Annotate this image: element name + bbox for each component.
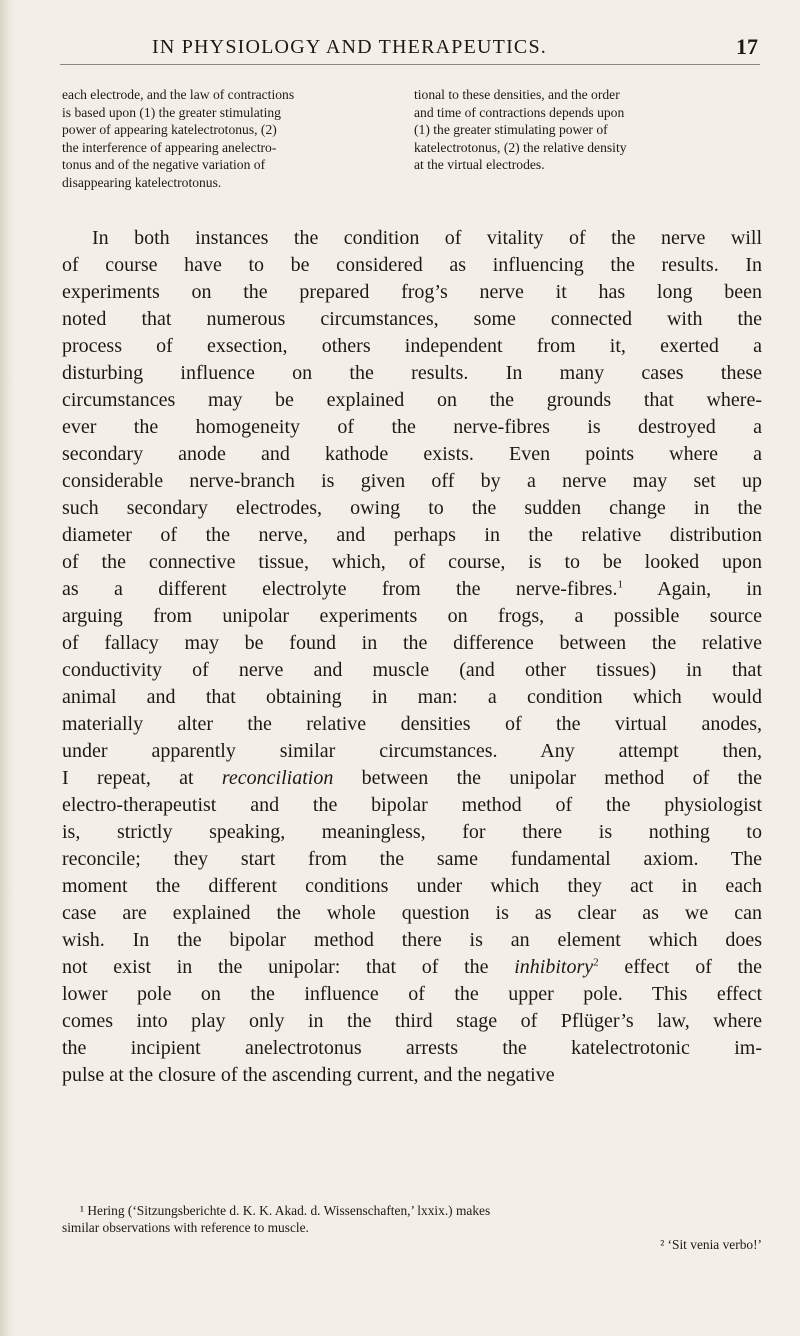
body-line: secondary anode and kathode exists. Even points where a [62,443,762,465]
body-line: electro-therapeutist and the bipolar method of the physiologist [62,794,762,816]
body-line-text: effect of the [598,956,762,978]
running-head [60,34,760,65]
footnote-row [62,1236,762,1253]
footnote-1: ¹ Hering (‘Sitzungsberichte d. K. K. Akad. d. Wissenschaften,’ lxxix.) makes [80,1203,491,1218]
left-column-line: disappearing katelectrotonus. [62,174,222,190]
body-line-text: as a different electrolyte from the nerve-fibres. [62,578,618,600]
left-column-line: the interference of appearing anelectro- [62,139,277,155]
running-title: IN PHYSIOLOGY AND THERAPEUTICS. [152,36,547,58]
body-line: moment the different conditions under which they act in each [62,875,762,897]
emphasis-reconciliation: reconciliation [221,767,334,789]
body-line: disturbing influence on the results. In many cases these [62,362,762,384]
body-line: arguing from unipolar experiments on frogs, a possible source [62,605,762,627]
body-line: of course have to be considered as influencing the results. In [62,254,762,276]
page-number: 17 [736,34,758,59]
left-column [62,86,402,192]
body-paragraph [62,225,762,1089]
binding-shadow [0,0,14,1336]
body-line [62,765,762,792]
body-line: conductivity of nerve and muscle (and other tissues) in that [62,659,762,681]
body-line: under apparently similar circumstances. Any attempt then, [62,740,762,762]
body-line: diameter of the nerve, and perhaps in the relative distribution [62,524,762,546]
body-line [62,954,762,981]
footnote-2: ² ‘Sit venia verbo!’ [660,1237,762,1252]
footnote-row [62,1219,762,1236]
body-line: animal and that obtaining in man: a condition which would [62,686,762,708]
body-line-text: Again, in [622,578,762,600]
right-column-line: tional to these densities, and the order [414,87,620,102]
body-line [62,576,762,603]
right-column-line: and time of contractions depends upon [414,104,625,120]
body-line: ever the homogeneity of the nerve-fibres is destroyed a [62,416,762,438]
two-column-summary [62,86,762,190]
body-line: lower pole on the influence of the upper pole. This effect [62,983,762,1005]
body-line: such secondary electrodes, owing to the sudden change in the [62,497,762,519]
body-line: reconcile; they start from the same fundamental axiom. The [62,848,762,870]
body-line: circumstances may be explained on the grounds that where- [62,389,762,411]
right-column-line: at the virtual electrodes. [414,157,545,173]
footnote-ref-1[interactable]: 1 [617,578,623,591]
body-line: process of exsection, others independent from it, exerted a [62,335,762,357]
body-line: the incipient anelectrotonus arrests the katelectrotonic im- [62,1037,762,1059]
right-column [414,86,766,174]
footnote-ref-2[interactable]: 2 [593,956,599,969]
emphasis-inhibitory: inhibitory [514,956,594,978]
body-line: comes into play only in the third stage of Pflüger’s law, where [62,1010,762,1032]
body-line-text: I repeat, at [62,767,222,789]
right-column-line: katelectrotonus, (2) the relative density [414,139,627,155]
body-line: materially alter the relative densities of the virtual anodes, [62,713,762,735]
left-column-line: power of appearing katelectrotonus, (2) [62,122,277,138]
left-column-line: each electrode, and the law of contractions [62,87,295,102]
left-column-line: is based upon (1) the greater stimulating [62,104,281,120]
body-line-text: between the unipolar method of the [333,767,762,789]
left-column-line: tonus and of the negative variation of [62,157,266,173]
right-column-line: (1) the greater stimulating power of [414,122,608,138]
body-line: considerable nerve-branch is given off by a nerve may set up [62,470,762,492]
body-line: In both instances the condition of vitality of the nerve will [92,227,762,249]
footnotes [62,1202,762,1253]
body-line: case are explained the whole question is as clear as we can [62,902,762,924]
body-line-text: not exist in the unipolar: that of the [62,956,515,978]
body-line: of fallacy may be found in the difference between the relative [62,632,762,654]
body-line: is, strictly speaking, meaningless, for there is nothing to [62,821,762,843]
body-line: pulse at the closure of the ascending current, and the negative [62,1064,555,1086]
body-line: of the connective tissue, which, of course, is to be looked upon [62,551,762,573]
body-line: experiments on the prepared frog’s nerve it has long been [62,281,762,303]
footnote-1-continued: similar observations with reference to muscle. [62,1220,309,1235]
body-line: noted that numerous circumstances, some connected with the [62,308,762,330]
body-line: wish. In the bipolar method there is an element which does [62,929,762,951]
